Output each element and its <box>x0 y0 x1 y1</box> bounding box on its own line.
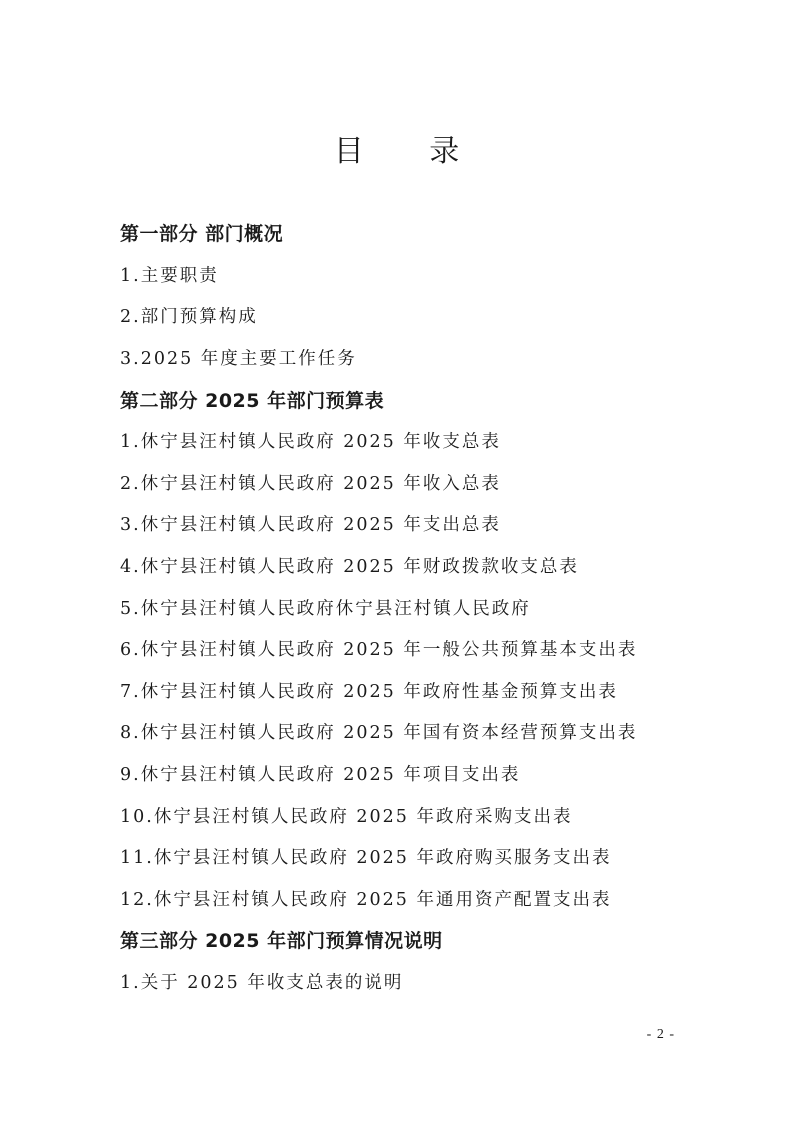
section-heading-part-1: 第一部分 部门概况 <box>120 223 284 246</box>
toc-item: 5.休宁县汪村镇人民政府休宁县汪村镇人民政府 <box>120 598 531 619</box>
toc-item: 1.主要职责 <box>120 265 219 286</box>
toc-item: 1.休宁县汪村镇人民政府 2025 年收支总表 <box>120 432 501 453</box>
page-title: 目 录 <box>333 134 488 169</box>
table-of-contents <box>120 212 720 1002</box>
toc-item: 10.休宁县汪村镇人民政府 2025 年政府采购支出表 <box>120 806 573 827</box>
toc-item: 6.休宁县汪村镇人民政府 2025 年一般公共预算基本支出表 <box>120 640 638 661</box>
toc-item: 3.休宁县汪村镇人民政府 2025 年支出总表 <box>120 515 501 536</box>
toc-item: 9.休宁县汪村镇人民政府 2025 年项目支出表 <box>120 765 521 786</box>
toc-item: 7.休宁县汪村镇人民政府 2025 年政府性基金预算支出表 <box>120 681 618 702</box>
toc-item: 12.休宁县汪村镇人民政府 2025 年通用资产配置支出表 <box>120 889 612 910</box>
section-heading-part-2: 第二部分 2025 年部门预算表 <box>120 389 385 412</box>
page-number: - 2 - <box>646 1027 675 1042</box>
toc-item: 11.休宁县汪村镇人民政府 2025 年政府购买服务支出表 <box>120 848 612 869</box>
toc-item: 8.休宁县汪村镇人民政府 2025 年国有资本经营预算支出表 <box>120 723 638 744</box>
toc-item: 3.2025 年度主要工作任务 <box>120 349 357 370</box>
toc-item: 2.部门预算构成 <box>120 307 258 328</box>
toc-item: 4.休宁县汪村镇人民政府 2025 年财政拨款收支总表 <box>120 557 579 578</box>
toc-item: 2.休宁县汪村镇人民政府 2025 年收入总表 <box>120 473 501 494</box>
toc-item: 1.关于 2025 年收支总表的说明 <box>120 972 404 993</box>
section-heading-part-3: 第三部分 2025 年部门预算情况说明 <box>120 930 443 953</box>
